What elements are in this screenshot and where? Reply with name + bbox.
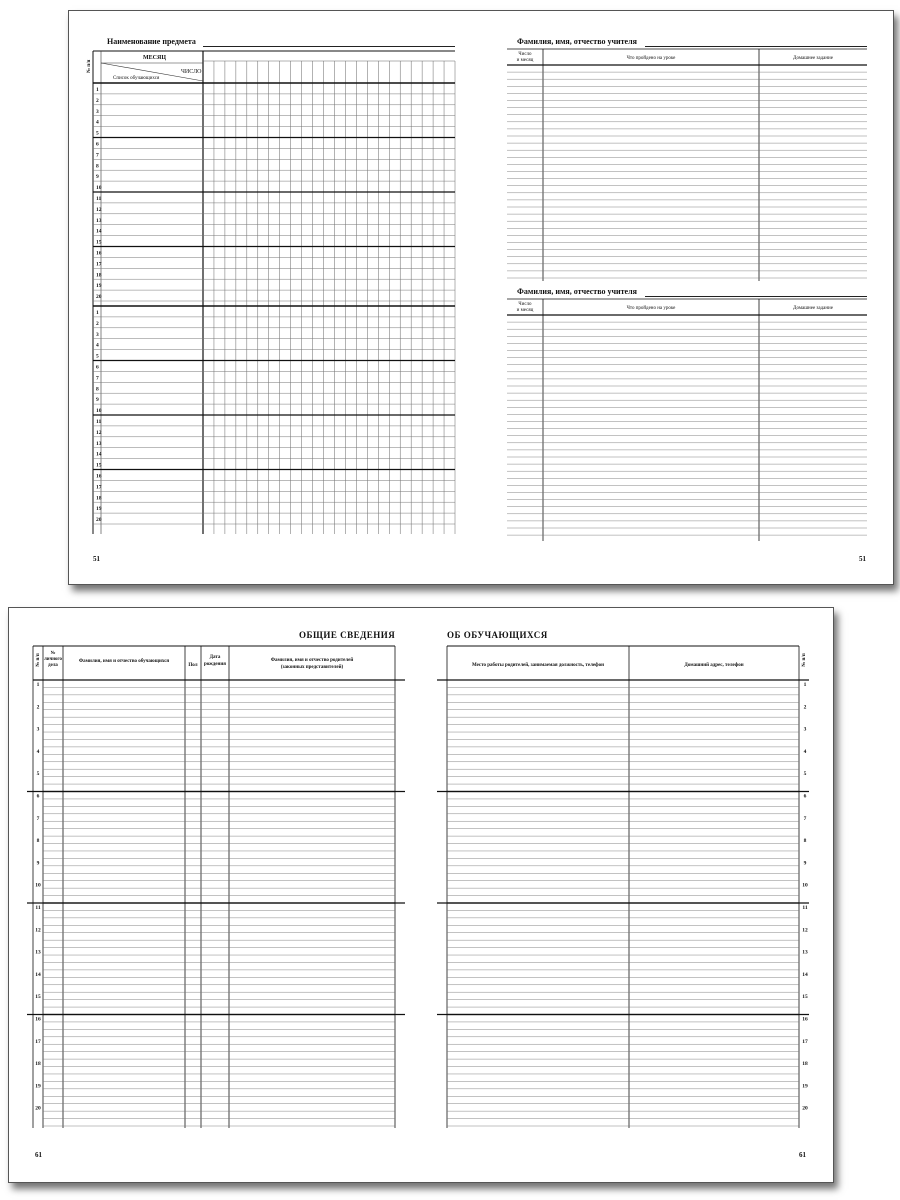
row-number: 11	[35, 905, 41, 911]
row-number: 18	[96, 495, 102, 502]
row-number: 2	[96, 320, 99, 327]
col-parents-header: (законных представителей)	[280, 665, 344, 670]
row-number: 6	[36, 793, 40, 800]
col-birth-header: Дата	[209, 655, 221, 660]
bottom-spread-grid	[9, 608, 833, 1182]
row-number: 5	[96, 130, 99, 137]
row-number: 15	[35, 994, 41, 1001]
col-lesson-header: Что пройдено на уроке	[626, 56, 676, 61]
row-number-right: 8	[803, 838, 807, 845]
row-number: 8	[36, 838, 40, 845]
row-number-right: 19	[802, 1083, 808, 1090]
col-student-name-header: Фамилия, имя и отчество обучающихся	[78, 659, 170, 664]
col-file-header: дела	[48, 663, 58, 668]
row-number: 7	[36, 815, 40, 822]
row-number-right: 15	[802, 994, 808, 1001]
row-number: 8	[96, 386, 99, 393]
row-number-right: 5	[803, 771, 807, 778]
row-number: 20	[96, 294, 102, 301]
month-label: МЕСЯЦ	[143, 55, 166, 61]
row-number-right: 18	[802, 1061, 808, 1068]
row-number: 13	[35, 949, 41, 956]
row-number-right: 13	[802, 949, 808, 956]
row-number: 5	[96, 353, 99, 360]
col-address-header: Домашний адрес, телефон	[684, 663, 744, 668]
row-number-right: 9	[803, 860, 807, 867]
row-number: 16	[96, 473, 102, 480]
subject-field[interactable]	[203, 46, 455, 47]
col-date-header: Число	[518, 52, 532, 57]
row-number: 19	[96, 283, 102, 290]
row-number: 19	[96, 506, 102, 513]
row-number: 4	[96, 119, 99, 126]
row-number: 10	[35, 882, 41, 889]
col-parents-header: Фамилия, имя и отчество родителей	[270, 658, 354, 663]
row-number: 1	[36, 682, 40, 688]
row-number: 15	[96, 462, 102, 469]
col-work-header: Место работы родителей, занимаемая должность, телефон	[471, 663, 605, 668]
row-number-right: 10	[802, 882, 808, 889]
page-number-left: 61	[35, 1151, 42, 1159]
row-number-right: 7	[803, 815, 807, 822]
top-spread-grid	[69, 11, 893, 584]
row-number: 17	[35, 1038, 41, 1045]
col-lesson-header: Что пройдено на уроке	[626, 306, 676, 311]
row-number: 12	[96, 429, 102, 436]
row-number: 3	[36, 726, 40, 733]
row-number: 11	[96, 419, 102, 425]
teacher-field-1[interactable]	[645, 46, 867, 47]
row-number: 13	[96, 217, 102, 224]
col-homework-header: Домашнее задание	[793, 306, 833, 311]
teacher-field-2[interactable]	[645, 296, 867, 297]
row-number-right: 12	[802, 927, 808, 934]
col-num-header: № п/п	[36, 653, 41, 667]
row-number: 6	[96, 364, 99, 371]
row-number: 10	[96, 185, 102, 192]
row-number-right: 11	[802, 905, 808, 911]
subject-label: Наименование предмета	[107, 37, 196, 46]
row-number-right: 14	[802, 971, 808, 978]
row-number: 5	[36, 771, 40, 778]
row-number: 16	[35, 1016, 41, 1023]
page-number-right: 51	[859, 555, 866, 563]
row-number: 13	[96, 440, 102, 447]
row-number: 18	[96, 272, 102, 279]
row-number: 14	[96, 228, 102, 235]
student-list-label: Список обучающихся	[113, 76, 160, 81]
row-number-header: № п/п	[87, 59, 92, 73]
row-number-right: 16	[802, 1016, 808, 1023]
col-date-header: и месяц	[516, 58, 534, 63]
row-number: 9	[96, 397, 99, 404]
row-number: 6	[96, 141, 99, 148]
row-number-right: 17	[802, 1038, 808, 1045]
col-date-header: и месяц	[516, 308, 534, 313]
title-left: ОБЩИЕ СВЕДЕНИЯ	[299, 630, 396, 640]
row-number: 7	[96, 375, 99, 382]
row-number: 4	[96, 342, 99, 349]
row-number: 2	[96, 97, 99, 104]
row-number: 20	[35, 1105, 41, 1112]
row-number-right: 1	[803, 682, 807, 688]
row-number: 16	[96, 250, 102, 257]
col-num-header-right: № п/п	[802, 653, 807, 667]
row-number: 18	[35, 1061, 41, 1068]
row-number: 3	[96, 331, 99, 338]
row-number: 8	[96, 163, 99, 170]
row-number: 1	[96, 87, 99, 93]
row-number: 14	[35, 971, 41, 978]
row-number: 14	[96, 451, 102, 458]
col-birth-header: рождения	[204, 662, 226, 667]
row-number: 12	[96, 206, 102, 213]
page-number-left: 51	[93, 555, 100, 563]
row-number-right: 3	[803, 726, 807, 733]
row-number: 10	[96, 408, 102, 415]
row-number: 12	[35, 927, 41, 934]
row-number: 17	[96, 484, 102, 491]
col-sex-header: Пол	[188, 663, 198, 668]
attendance-journal-spread	[68, 10, 894, 585]
col-file-header: №	[50, 651, 56, 656]
row-number-right: 2	[803, 704, 807, 711]
row-number-right: 20	[802, 1105, 808, 1112]
row-number: 4	[36, 748, 40, 755]
row-number: 9	[96, 174, 99, 181]
col-file-header: личного	[44, 657, 62, 662]
row-number: 2	[36, 704, 40, 711]
title-right: ОБ ОБУЧАЮЩИХСЯ	[447, 630, 548, 640]
row-number: 3	[96, 108, 99, 115]
row-number: 15	[96, 239, 102, 246]
page-number-right: 61	[799, 1151, 806, 1159]
student-info-spread	[8, 607, 834, 1183]
row-number: 7	[96, 152, 99, 159]
date-label: ЧИСЛО	[181, 69, 202, 75]
row-number: 19	[35, 1083, 41, 1090]
row-number-right: 6	[803, 793, 807, 800]
row-number: 17	[96, 261, 102, 268]
teacher-label-1: Фамилия, имя, отчество учителя	[517, 37, 637, 46]
row-number: 9	[36, 860, 40, 867]
row-number: 11	[96, 196, 102, 202]
teacher-label-2: Фамилия, имя, отчество учителя	[517, 287, 637, 296]
row-number: 20	[96, 517, 102, 524]
row-number: 1	[96, 310, 99, 316]
row-number-right: 4	[803, 748, 807, 755]
col-date-header: Число	[518, 302, 532, 307]
col-homework-header: Домашнее задание	[793, 56, 833, 61]
